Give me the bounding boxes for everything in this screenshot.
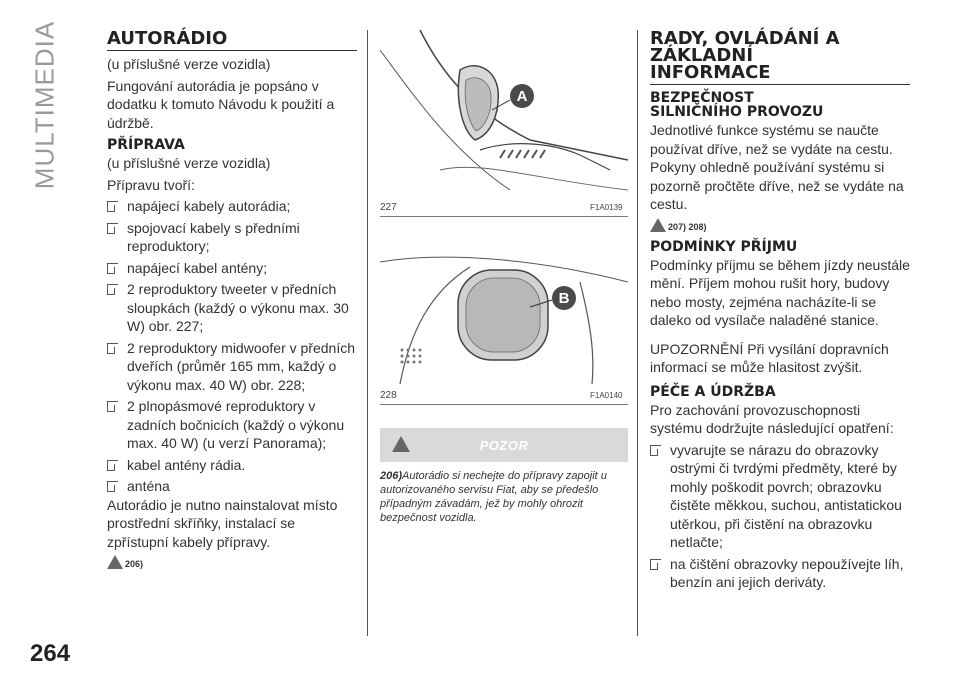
tweeter-illustration — [380, 30, 628, 200]
section-title-pece: PÉČE A ÚDRŽBA — [650, 383, 776, 400]
podminky-paragraph: Podmínky příjmu se během jízdy neustále mění. Příjem mohou rušit hory, budovy nebo mosty, zejména nacházíte-li se daleko od vysílače naladěné stanice. — [650, 256, 910, 328]
bullet-icon — [107, 460, 118, 471]
figure-caption: 228 — [380, 390, 397, 401]
list-item: anténa — [107, 477, 357, 496]
closing-paragraph: Autorádio je nutno nainstalovat místo prostřední skříňky, instalací se zpřístupní kabely přípravy. — [107, 496, 338, 550]
figure-divider — [380, 216, 628, 217]
figure-caption: 227 — [380, 202, 397, 213]
bullet-icon — [650, 445, 661, 456]
pece-paragraph: Pro zachování provozuschopnosti systému dodržujte následující opatření: — [650, 401, 894, 436]
warning-text: 206)Autorádio si nechejte do přípravy zapojit u autorizovaného servisu Fiat, aby se předešlo případným závadám, jež by mohly ohrozit bezpečnost vozidla. — [380, 470, 607, 524]
title-rule — [107, 50, 357, 51]
section-title-autoradio: AUTORÁDIO — [107, 28, 228, 49]
upozorneni-paragraph: UPOZORNĚNÍ Při vysílání dopravních informací se může hlasitost zvýšit. — [650, 340, 889, 375]
list-item: napájecí kabely autorádia; — [107, 197, 357, 216]
bullet-icon — [107, 284, 118, 295]
list-item: napájecí kabel antény; — [107, 259, 357, 278]
priprava-subtitle: (u příslušné verze vozidla) — [107, 155, 271, 171]
section-title-podminky: PODMÍNKY PŘÍJMU — [650, 238, 798, 255]
list-item: vyvarujte se nárazu do obrazovky ostrými či tvrdými předměty, které by mohly poškodit povrch; obrazovku čistěte měkkou, suchou, antistatickou utěrkou, při čistění na obrazovku netlačte; — [650, 441, 910, 552]
list-item: 2 reproduktory tweeter v předních sloupkách (každý o výkonu max. 30 W) obr. 227; — [107, 280, 357, 336]
figure-marker-a: A — [516, 88, 528, 105]
warning-reference: 206) — [107, 555, 357, 569]
warning-header: POZOR — [380, 428, 628, 462]
figure-227 — [380, 30, 628, 200]
figure-divider — [380, 404, 628, 405]
subtitle: (u příslušné verze vozidla) — [107, 56, 271, 72]
section-title-rady: RADY, OVLÁDÁNÍ A ZÁKLADNÍ INFORMACE — [650, 28, 840, 83]
column-rady — [650, 30, 910, 595]
figure-code: F1A0139 — [590, 203, 623, 212]
bullet-icon — [107, 223, 118, 234]
list-item: 2 reproduktory midwoofer v předních dveřích (průměr 165 mm, každý o výkonu max. 40 W) obr. 228; — [107, 339, 357, 395]
column-divider-2 — [637, 30, 638, 636]
page-number: 264 — [30, 640, 71, 667]
figure-marker-b: B — [558, 290, 570, 307]
bullet-icon — [107, 401, 118, 412]
warning-triangle-icon — [107, 555, 123, 569]
bezpecnost-paragraph: Jednotlivé funkce systému se naučte používat dříve, než se vydáte na cestu. Pokyny ohledně používání systému si pozorně pročtěte dříve, než se vydáte na cestu. — [650, 122, 904, 212]
section-title-bezpecnost: BEZPEČNOST SILNIČNÍHO PROVOZU — [650, 90, 824, 120]
warning-reference: 207) 208) — [650, 218, 910, 232]
midwoofer-illustration — [380, 222, 628, 384]
figure-228 — [380, 222, 628, 384]
bullet-icon — [107, 481, 118, 492]
section-side-label: MULTIMEDIA — [29, 20, 60, 190]
column-autoradio — [107, 30, 357, 573]
column-divider-1 — [367, 30, 368, 636]
bullet-icon — [107, 343, 118, 354]
title-rule — [650, 84, 910, 85]
list-item: kabel antény rádia. — [107, 456, 357, 475]
list-item: spojovací kabely s předními reproduktory; — [107, 219, 357, 256]
bullet-icon — [650, 559, 661, 570]
bullet-icon — [107, 263, 118, 274]
bullet-icon — [107, 201, 118, 212]
list-item: 2 plnopásmové reproduktory v zadních bočnicích (každý o výkonu max. 40 W) (u verzí Panorama); — [107, 397, 357, 453]
list-item: na čištění obrazovky nepoužívejte líh, benzín ani jejich deriváty. — [650, 555, 910, 592]
warning-triangle-icon — [650, 218, 666, 232]
intro-paragraph: Fungování autorádia je popsáno v dodatku k tomuto Návodu k použití a údržbě. — [107, 77, 335, 131]
figure-code: F1A0140 — [590, 391, 623, 400]
priprava-lead: Přípravu tvoří: — [107, 176, 195, 193]
section-title-priprava: PŘÍPRAVA — [107, 137, 185, 153]
